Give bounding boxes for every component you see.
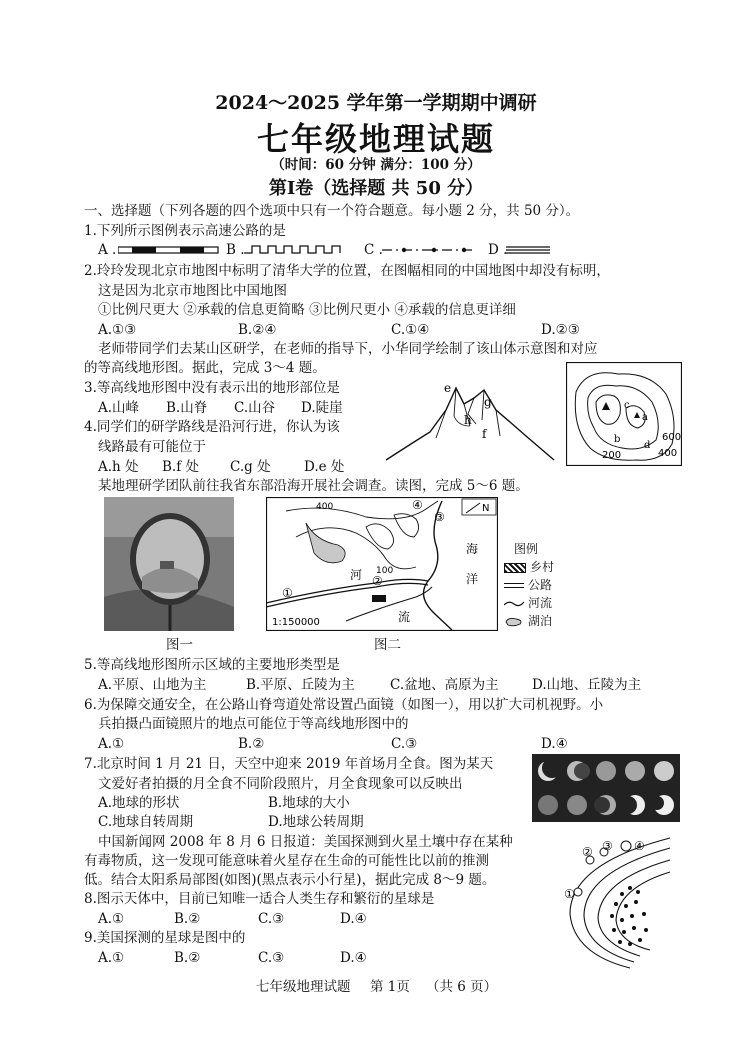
subject-title: 七年级地理试题	[256, 120, 495, 158]
legend-river	[504, 594, 554, 612]
q3-option-d: D.陡崖	[301, 400, 343, 416]
contour-map	[566, 362, 682, 466]
q2-statements: ①比例尺更大 ②承载的信息更简略 ③比例尺更小 ④承载的信息更详细	[98, 302, 516, 318]
mountain-label-f: f	[482, 427, 487, 441]
q1-symbol-b	[244, 243, 344, 257]
q8-option-b: B.②	[174, 911, 201, 927]
time-score: （时间：60 分钟 满分：100 分）	[271, 157, 481, 173]
map2-label-400: 400	[316, 502, 334, 512]
q7-stem-1: 7.北京时间 1 月 21 日，天空中迎来 2019 年首场月全食。图为某天	[84, 756, 494, 772]
mountain-label-e: e	[444, 381, 452, 395]
q4-option-a: A.h 处	[98, 459, 139, 475]
passage-5-6: 某地理研学团队前往我省东部沿海开展社会调查。读图，完成 5～6 题。	[98, 478, 529, 494]
q2-option-b: B.②④	[238, 322, 277, 338]
contour-label-400: 400	[658, 448, 678, 459]
legend-road-label: 公路	[528, 578, 553, 592]
legend-title: 图例	[514, 542, 539, 556]
caption-fig2: 图二	[374, 637, 401, 653]
q6-option-a: A.①	[98, 736, 125, 752]
q3-stem: 3.等高线地形图中没有表示出的地形部位是	[84, 380, 340, 396]
lake-symbol	[504, 617, 524, 627]
q1-symbol-d	[506, 244, 552, 256]
q5-option-a: A.平原、山地为主	[98, 677, 207, 693]
legend-lake-label: 湖泊	[528, 614, 553, 628]
q4-option-b: B.f 处	[162, 459, 199, 475]
q4-stem-2: 线路最有可能位于	[98, 439, 206, 455]
q6-option-c: C.③	[391, 736, 418, 752]
q4-option-c: C.g 处	[230, 459, 271, 475]
coastal-contour-map	[266, 497, 498, 631]
q9-option-b: B.②	[174, 950, 201, 966]
contour-label-c: c	[624, 400, 630, 411]
q7-option-a: A.地球的形状	[98, 795, 180, 811]
q4-option-d: D.e 处	[304, 459, 345, 475]
part-title: 第Ⅰ卷（选择题 共 50 分）	[268, 178, 484, 199]
map2-label-100: 100	[376, 566, 394, 576]
q2-option-c: C.①④	[391, 322, 430, 338]
q6-stem-2: 兵拍摄凸面镜照片的地点可能位于等高线地形图中的	[98, 716, 409, 732]
passage-8-9-line2: 有毒物质，这一发现可能意味着火星存在生命的可能性比以前的推测	[84, 853, 489, 869]
q6-option-b: B.②	[238, 736, 265, 752]
section-intro: 一、选择题（下列各题的四个选项中只有一个符合题意。每小题 2 分，共 50 分）。	[84, 203, 580, 219]
q2-option-a: A.①③	[98, 322, 137, 338]
contour-label-600: 600	[662, 432, 682, 443]
q8-option-c: C.③	[258, 911, 285, 927]
convex-mirror-photo	[104, 497, 234, 631]
solar-label-2: ②	[582, 845, 593, 859]
mountain-sketch	[384, 376, 556, 466]
map2-sea-1: 海	[466, 542, 479, 556]
contour-label-b: b	[614, 434, 621, 445]
q6-option-d: D.④	[541, 736, 568, 752]
q7-option-d: D.地球公转周期	[268, 814, 364, 830]
map2-point-2: ②	[372, 574, 383, 588]
lunar-eclipse-photos	[532, 754, 680, 822]
q5-option-b: B.平原、丘陵为主	[246, 677, 355, 693]
mountain-label-h: h	[464, 413, 472, 427]
q6-stem-1: 6.为保障交通安全，在公路山脊弯道处常设置凸面镜（如图一），用以扩大司机视野。小	[84, 697, 604, 713]
q1-option-c: C .	[364, 242, 383, 258]
contour-label-a: a	[642, 412, 648, 423]
asteroid-belt-dots	[610, 886, 648, 946]
solar-system-diagram	[560, 834, 676, 970]
q8-option-d: D.④	[340, 911, 367, 927]
legend-village-label: 乡村	[530, 560, 555, 574]
q8-option-a: A.①	[98, 911, 125, 927]
map2-point-3: ③	[434, 510, 445, 524]
map2-river-2: 流	[398, 610, 411, 624]
q5-option-c: C.盆地、高原为主	[390, 677, 499, 693]
map2-point-4: ④	[412, 498, 423, 512]
river-symbol	[504, 599, 524, 609]
q5-stem: 5.等高线地形图所示区域的主要地形类型是	[84, 657, 340, 673]
passage-8-9-line1: 中国新闻网 2008 年 8 月 6 日报道：美国探测到火星土壤中存在某种	[98, 834, 513, 850]
q9-option-c: C.③	[258, 950, 285, 966]
map2-north: N	[482, 503, 490, 514]
map2-legend	[504, 540, 554, 630]
q2-stem-1: 2.玲玲发现北京市地图中标明了清华大学的位置，在图幅相同的中国地图中却没有标明，	[84, 263, 610, 279]
passage-3-4-line2: 的等高线地形图。据此，完成 3～4 题。	[84, 360, 326, 376]
map2-point-1: ①	[282, 586, 293, 600]
solar-label-4: ④	[634, 839, 645, 853]
q7-option-c: C.地球自转周期	[98, 814, 194, 830]
footer-total: （共 6 页）	[426, 979, 498, 995]
q3-option-b: B.山脊	[166, 400, 208, 416]
map2-scale: 1:150000	[272, 617, 320, 628]
q7-stem-2: 文爱好者拍摄的月全食不同阶段照片，月全食现象可以反映出	[98, 776, 463, 792]
q3-option-c: C.山谷	[234, 400, 276, 416]
village-symbol	[504, 563, 526, 573]
passage-3-4-line1: 老师带同学们去某山区研学，在老师的指导下，小华同学绘制了该山体示意图和对应	[98, 341, 598, 357]
q3-option-a: A.山峰	[98, 400, 140, 416]
q2-option-d: D.②③	[541, 322, 580, 338]
q2-stem-2: 这是因为北京市地图比中国地图	[98, 283, 287, 299]
road-symbol	[504, 583, 524, 588]
q1-symbol-c	[382, 244, 474, 256]
q1-symbol-a	[118, 244, 222, 256]
legend-river-label: 河流	[528, 596, 553, 610]
q1-option-b: B .	[226, 242, 245, 258]
q4-stem-1: 4.同学们的研学路线是沿河行进，你认为该	[84, 419, 340, 435]
q5-option-d: D.山地、丘陵为主	[532, 677, 642, 693]
exam-name: 2024～2025 学年第一学期期中调研	[215, 92, 537, 114]
passage-8-9-line3: 低。结合太阳系局部图(如图)(黑点表示小行星)，据此完成 8～9 题。	[84, 872, 496, 888]
footer-title: 七年级地理试题	[256, 979, 351, 995]
legend-village	[504, 558, 554, 576]
solar-label-3: ③	[602, 839, 613, 853]
map2-river-1: 河	[350, 568, 363, 582]
q1-option-a: A .	[98, 242, 117, 258]
legend-lake	[504, 612, 554, 630]
q9-option-a: A.①	[98, 950, 125, 966]
solar-label-1: ①	[564, 887, 575, 901]
q1-option-d: D .	[488, 242, 508, 258]
q8-stem: 8.图示天体中，目前已知唯一适合人类生存和繁衍的星球是	[84, 891, 435, 907]
q9-option-d: D.④	[340, 950, 367, 966]
footer-page: 第 1页	[370, 979, 410, 995]
contour-label-200: 200	[602, 450, 622, 461]
legend-road	[504, 576, 554, 594]
q9-stem: 9.美国探测的星球是图中的	[84, 930, 246, 946]
q1-stem: 1.下列所示图例表示高速公路的是	[84, 223, 286, 239]
caption-fig1: 图一	[166, 637, 193, 653]
map2-sea-2: 洋	[466, 572, 479, 586]
contour-label-d: d	[644, 440, 651, 451]
q7-option-b: B.地球的大小	[268, 795, 350, 811]
mountain-label-g: g	[484, 395, 492, 409]
